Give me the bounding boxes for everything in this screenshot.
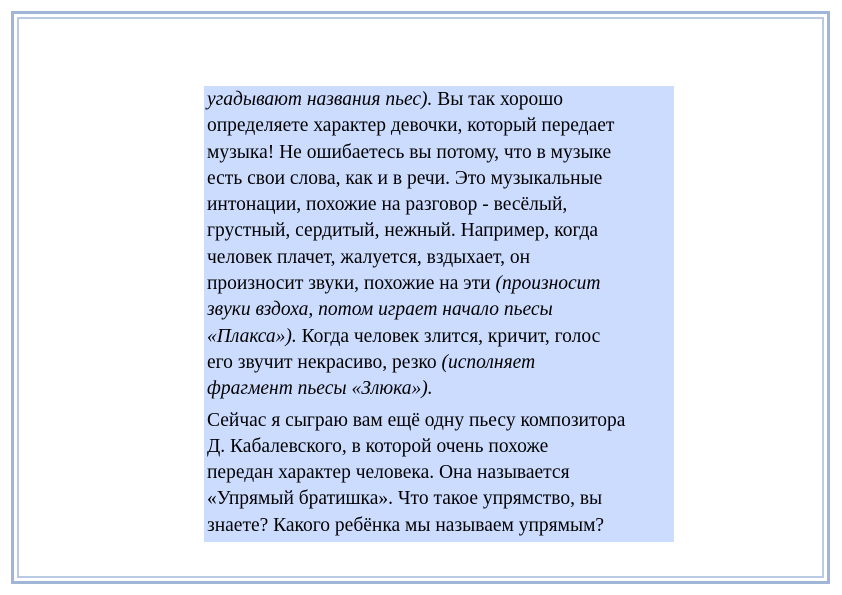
text-line (207, 218, 671, 244)
text-line (207, 113, 671, 139)
text-segment: передан характер человека. Она называется (207, 462, 570, 484)
text-segment: «Упрямый братишка». Что такое упрямство, вы (207, 488, 603, 510)
text-line (207, 376, 671, 402)
text-segment: определяете характер девочки, который передает (207, 115, 615, 137)
text-segment: Сейчас я сыграю вам ещё одну пьесу композитора (207, 409, 626, 431)
text-segment: есть свои слова, как и в речи. Это музыкальные (207, 167, 603, 189)
text-segment: грустный, сердитый, нежный. Например, когда (207, 220, 599, 242)
text-segment: произносит звуки, похожие на эти (207, 273, 496, 295)
text-line (207, 513, 671, 539)
text-line (207, 87, 671, 113)
text-line (207, 324, 671, 350)
paragraph (207, 87, 671, 403)
text-segment: музыка! Не ошибаетесь вы потому, что в музыке (207, 141, 612, 163)
text-segment: человек плачет, жалуется, вздыхает, он (207, 246, 531, 268)
text-segment: Когда человек злится, кричит, голос (296, 325, 601, 347)
text-line (207, 434, 671, 460)
text-line (207, 350, 671, 376)
italic-text-segment: фрагмент пьесы «Злюка»). (207, 378, 433, 400)
text-line (207, 166, 671, 192)
text-line (207, 408, 671, 434)
text-line (207, 297, 671, 323)
text-line (207, 245, 671, 271)
text-line (207, 460, 671, 486)
paragraph (207, 408, 671, 539)
text-line (207, 271, 671, 297)
text-segment: знаете? Какого ребёнка мы называем упрямым? (207, 514, 605, 536)
text-segment: Д. Кабалевского, в которой очень похоже (207, 435, 549, 457)
italic-text-segment: (исполняет (441, 351, 536, 373)
text-segment: Вы так хорошо (432, 89, 564, 110)
text-line (207, 192, 671, 218)
italic-text-segment: звуки вздоха, потом играет начало пьесы (207, 299, 553, 321)
text-line (207, 140, 671, 166)
italic-text-segment: «Плакса»). (207, 325, 297, 347)
italic-text-segment: (произносит (495, 273, 601, 295)
text-segment: интонации, похожие на разговор - весёлый, (207, 194, 568, 216)
text-line (207, 486, 671, 512)
italic-text-segment: угадывают названия пьес). (207, 89, 433, 110)
text-segment: его звучит некрасиво, резко (207, 351, 442, 373)
slide-text-box (204, 86, 674, 542)
